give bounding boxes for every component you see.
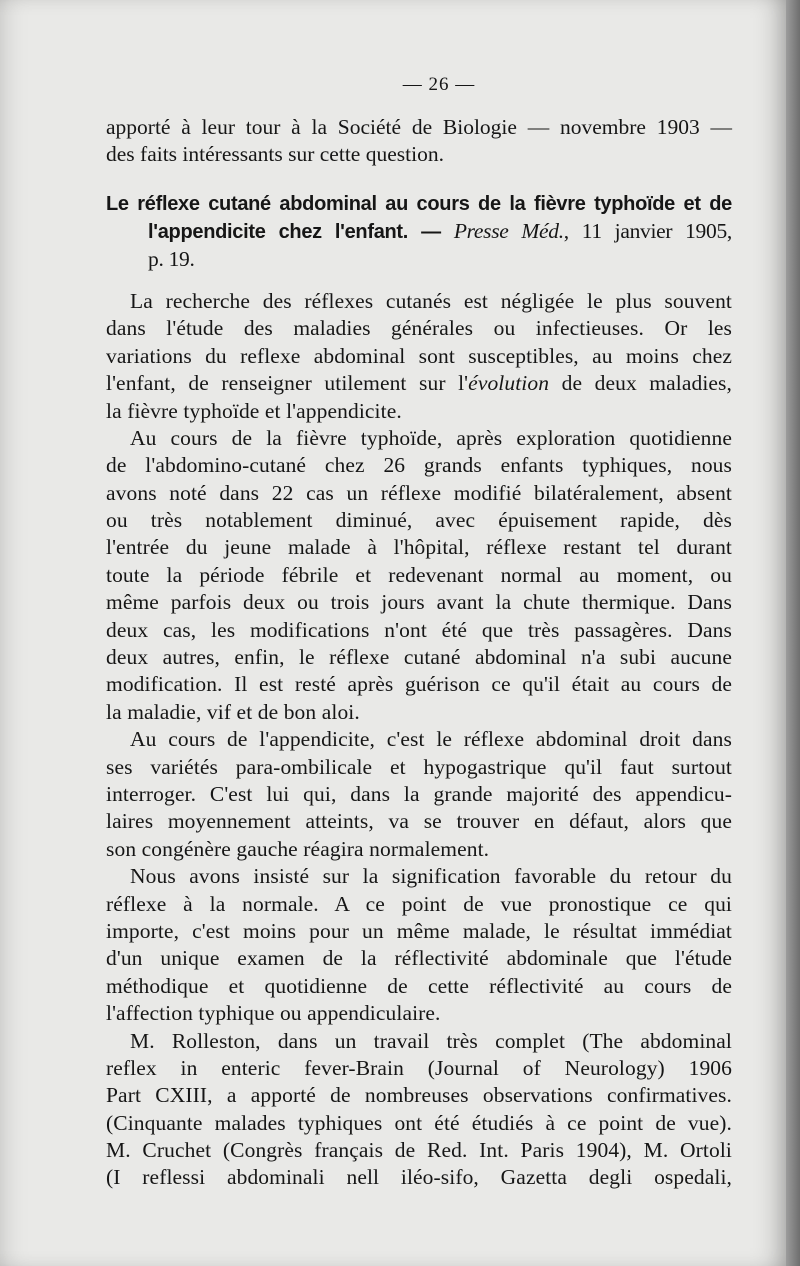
page-number: — 26 — <box>402 74 476 95</box>
reference-title-end: l'appendicite chez l'enfant. — <box>148 221 441 244</box>
intro-paragraph <box>106 114 732 169</box>
text-line: (Cinquante malades typhiques ont été étudiés à ce point de vue). <box>106 1110 732 1135</box>
text-line: même parfois deux ou trois jours avant la chute thermique. Dans <box>106 590 732 615</box>
page-text <box>106 74 732 1192</box>
text-line: laires moyennement atteints, va se trouver en défaut, alors que <box>106 809 732 834</box>
page-edge-shadow <box>786 0 800 1266</box>
text-line: méthodique et quotidienne de cette réflectivité au cours de <box>106 973 732 998</box>
text-line: l'entrée du jeune malade à l'hôpital, réflexe restant tel durant <box>106 535 732 560</box>
text-fragment: l'enfant, de renseigner utilement sur l' <box>106 371 469 396</box>
reference-heading <box>106 191 732 273</box>
text-line: dans l'étude des maladies générales ou infectieuses. Or les <box>106 316 732 341</box>
text-line: son congénère gauche réagira normalement. <box>106 836 490 861</box>
text-line: importe, c'est moins pour un même malade, le résultat immédiat <box>106 918 732 943</box>
journal-name: Presse Méd. <box>453 219 564 244</box>
text-line: d'un unique examen de la réflectivité abdominale que l'étude <box>106 946 732 971</box>
text-line: deux autres, enfin, le réflexe cutané abdominal n'a subi aucune <box>106 645 732 670</box>
text-line: deux cas, les modifications n'ont été que très passagères. Dans <box>106 617 732 642</box>
text-line: la maladie, vif et de bon aloi. <box>106 699 360 724</box>
text-line: ou très notablement diminué, avec épuisement rapide, dès <box>106 508 732 533</box>
text-line: Au cours de la fièvre typhoïde, après exploration quotidienne <box>130 425 732 450</box>
text-line: réflexe à la normale. A ce point de vue pronostique ce qui <box>106 891 732 916</box>
text-line: M. Rolleston, dans un travail très complet (The abdominal <box>130 1028 732 1053</box>
paragraph-2 <box>106 425 732 726</box>
text-line: M. Cruchet (Congrès français de Red. Int. Paris 1904), M. Ortoli <box>106 1138 732 1163</box>
text-line: la fièvre typhoïde et l'appendicite. <box>106 398 402 423</box>
text-line: interroger. C'est lui qui, dans la grande majorité des appendicu- <box>106 781 732 806</box>
text-line: apporté à leur tour à la Société de Biologie — novembre 1903 — <box>106 115 732 139</box>
reference-line: Le réflexe cutané abdominal au cours de la fièvre typhoïde et de <box>106 192 732 215</box>
reference-line <box>106 246 732 273</box>
italic-word: évolution <box>468 371 550 396</box>
text-line: l'affection typhique ou appendiculaire. <box>106 1001 441 1026</box>
text-line <box>106 370 732 397</box>
reference-date: , 11 janvier 1905, <box>563 219 732 244</box>
paragraph-3 <box>106 726 732 863</box>
text-line: de l'abdomino-cutané chez 26 grands enfants typhiques, nous <box>106 453 732 478</box>
text-line: toute la période fébrile et redevenant normal au moment, ou <box>106 562 732 587</box>
text-line: La recherche des réflexes cutanés est négligée le plus souvent <box>130 288 732 313</box>
paragraph-5 <box>106 1028 732 1192</box>
text-line: Au cours de l'appendicite, c'est le réflexe abdominal droit dans <box>130 727 732 752</box>
text-line: avons noté dans 22 cas un réflexe modifié bilatéralement, absent <box>106 480 732 505</box>
reference-pages: p. 19. <box>148 246 195 271</box>
text-line: Part CXIII, a apporté de nombreuses observations confirmatives. <box>106 1083 732 1108</box>
text-fragment: de deux maladies, <box>549 371 732 396</box>
paragraph-1 <box>106 288 732 425</box>
paragraph-4 <box>106 863 732 1027</box>
text-line: des faits intéressants sur cette question. <box>106 142 444 167</box>
text-line: (I reflessi abdominali nell iléo-sifo, Gazetta degli ospedali, <box>106 1165 732 1190</box>
text-line: Nous avons insisté sur la signification favorable du retour du <box>130 864 732 889</box>
text-line: reflex in enteric fever-Brain (Journal of Neurology) 1906 <box>106 1055 732 1080</box>
text-line: variations du reflexe abdominal sont susceptibles, au moins chez <box>106 343 732 368</box>
reference-line <box>106 218 732 245</box>
text-line: modification. Il est resté après guérison ce qu'il était au cours de <box>106 672 732 697</box>
text-line: ses variétés para-ombilicale et hypogastrique qu'il faut surtout <box>106 754 732 779</box>
